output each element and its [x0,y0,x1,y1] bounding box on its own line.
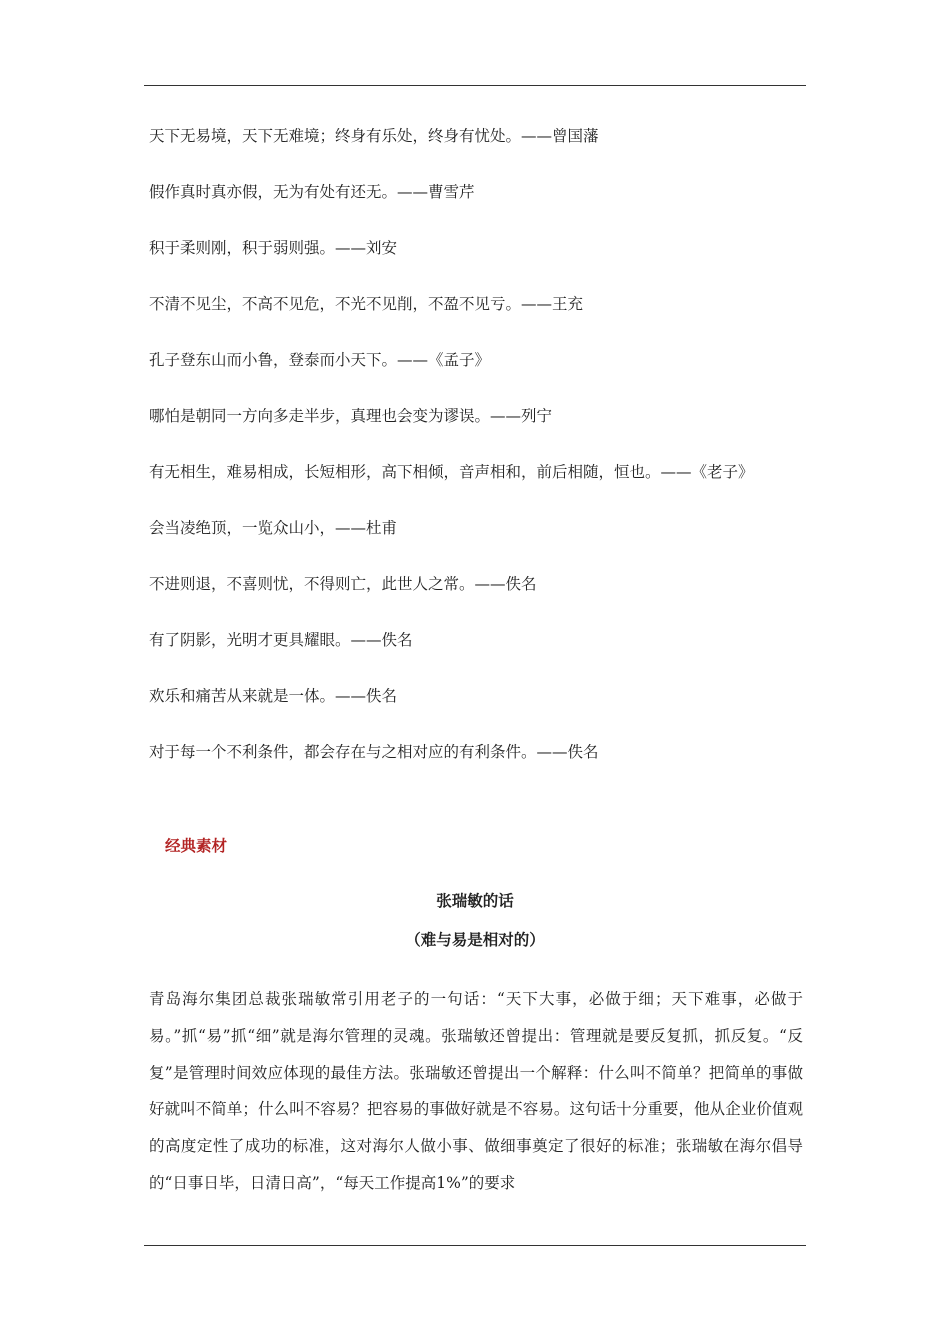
quote-item: 不清不见尘，不高不见危，不光不见削，不盈不见亏。——王充 [149,295,584,313]
article-title: 张瑞敏的话 [436,892,514,910]
article-body: 青岛海尔集团总裁张瑞敏常引用老子的一句话：“天下大事，必做于细；天下难事，必做于易。”抓“易”抓“细”就是海尔管理的灵魂。张瑞敏还曾提出：管理就是要反复抓，抓反复。“反复”是管理时间效应体现的最佳方法。张瑞敏还曾提出一个解释：什么叫不简单？把简单的事做好就叫不简单；什么叫不容易？把容易的事做好就是不容易。这句话十分重要，他从企业价值观的高度定性了成功的标准，这对海尔人做小事、做细事奠定了很好的标准；张瑞敏在海尔倡导的“日事日毕，日清日高”，“每天工作提高1%”的要求 [149,990,803,1192]
section-heading: 经典素材 [165,837,228,855]
quote-list [149,124,809,796]
quote-item: 假作真时真亦假，无为有处有还无。——曹雪芹 [149,183,475,201]
footer-rule [144,1245,806,1246]
quote-item: 孔子登东山而小鲁，登泰而小天下。——《孟子》 [149,351,491,369]
quote-item: 会当凌绝顶，一览众山小，——杜甫 [149,519,398,537]
quote-item: 有无相生，难易相成，长短相形，高下相倾，音声相和，前后相随，恒也。——《老子》 [149,463,754,481]
quote-item: 积于柔则刚，积于弱则强。——刘安 [149,239,398,257]
article-subtitle: （难与易是相对的） [405,931,545,949]
quote-item: 对于每一个不利条件，都会存在与之相对应的有利条件。——佚名 [149,743,599,761]
quote-item: 哪怕是朝同一方向多走半步，真理也会变为谬误。——列宁 [149,407,553,425]
quote-item: 欢乐和痛苦从来就是一体。——佚名 [149,687,398,705]
quote-item: 天下无易境，天下无难境；终身有乐处，终身有忧处。——曾国藩 [149,127,599,145]
quote-item: 不进则退，不喜则忧，不得则亡，此世人之常。——佚名 [149,575,537,593]
quote-item: 有了阴影，光明才更具耀眼。——佚名 [149,631,413,649]
header-rule [144,85,806,86]
